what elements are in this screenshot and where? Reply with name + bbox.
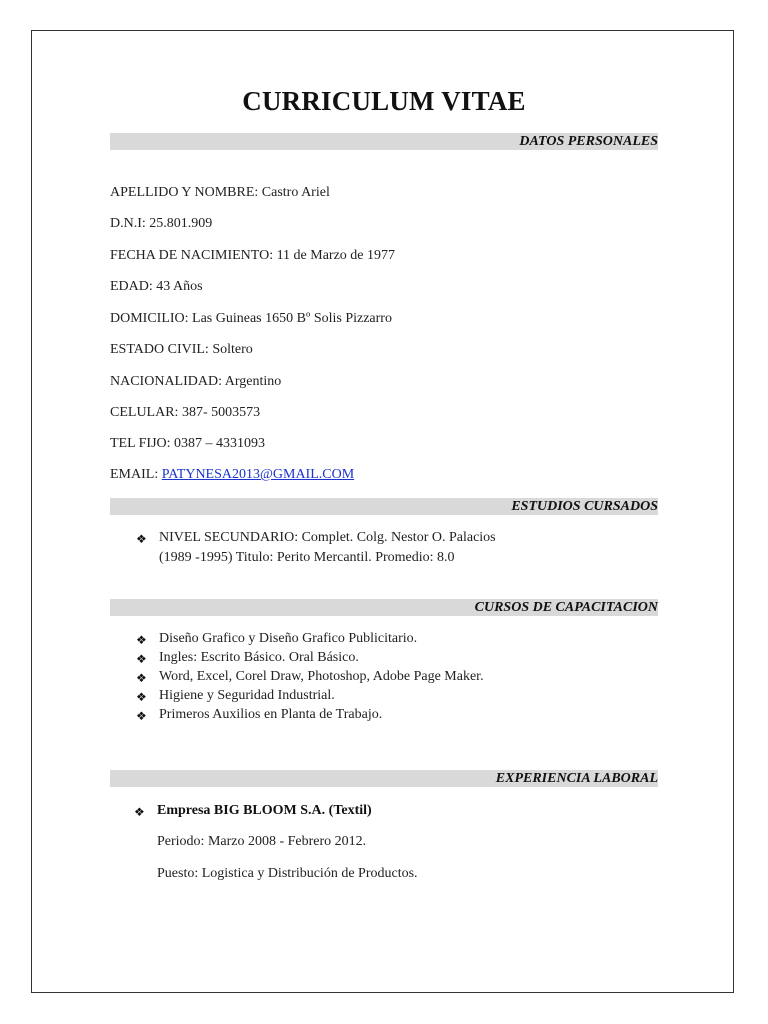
section-header-experience bbox=[110, 770, 658, 787]
field-phone: TEL FIJO: 0387 – 4331093 bbox=[110, 436, 266, 451]
diamond-bullet-icon: ❖ bbox=[136, 709, 147, 723]
experience-company: Empresa BIG BLOOM S.A. (Textil) bbox=[157, 803, 372, 818]
diamond-bullet-icon: ❖ bbox=[136, 671, 147, 685]
course-item: Primeros Auxilios en Planta de Trabajo. bbox=[159, 707, 383, 722]
section-header-studies bbox=[110, 498, 658, 515]
field-name: APELLIDO Y NOMBRE: Castro Ariel bbox=[110, 185, 330, 200]
section-header-courses bbox=[110, 599, 658, 616]
studies-line-1: NIVEL SECUNDARIO: Complet. Colg. Nestor O. Palacios bbox=[159, 530, 496, 545]
document-title: CURRICULUM VITAE bbox=[242, 86, 526, 116]
course-item: Diseño Grafico y Diseño Grafico Publicitario. bbox=[159, 631, 418, 646]
section-title-experience: EXPERIENCIA LABORAL bbox=[495, 771, 658, 786]
field-civil-status: ESTADO CIVIL: Soltero bbox=[110, 342, 253, 357]
section-title-studies: ESTUDIOS CURSADOS bbox=[511, 499, 658, 514]
field-dni: D.N.I: 25.801.909 bbox=[110, 216, 213, 231]
experience-period: Periodo: Marzo 2008 - Febrero 2012. bbox=[157, 834, 367, 849]
email-link[interactable]: PATYNESA2013@GMAIL.COM bbox=[161, 467, 355, 482]
course-item: Word, Excel, Corel Draw, Photoshop, Adobe Page Maker. bbox=[159, 669, 484, 684]
field-birthdate: FECHA DE NACIMIENTO: 11 de Marzo de 1977 bbox=[110, 248, 396, 263]
field-email bbox=[110, 467, 354, 483]
diamond-bullet-icon: ❖ bbox=[136, 633, 147, 647]
diamond-bullet-icon: ❖ bbox=[136, 690, 147, 704]
email-label: EMAIL: bbox=[110, 467, 162, 482]
studies-line-2: (1989 -1995) Titulo: Perito Mercantil. Promedio: 8.0 bbox=[159, 550, 455, 565]
section-header-personal bbox=[110, 133, 658, 150]
diamond-bullet-icon: ❖ bbox=[134, 805, 145, 819]
field-age: EDAD: 43 Años bbox=[110, 279, 203, 294]
section-title-personal: DATOS PERSONALES bbox=[519, 134, 658, 149]
diamond-bullet-icon: ❖ bbox=[136, 532, 147, 546]
course-item: Ingles: Escrito Básico. Oral Básico. bbox=[159, 650, 359, 665]
diamond-bullet-icon: ❖ bbox=[136, 652, 147, 666]
field-address: DOMICILIO: Las Guineas 1650 Bº Solis Pizzarro bbox=[110, 311, 392, 326]
field-mobile: CELULAR: 387- 5003573 bbox=[110, 405, 261, 420]
field-nationality: NACIONALIDAD: Argentino bbox=[110, 374, 282, 389]
course-item: Higiene y Seguridad Industrial. bbox=[159, 688, 335, 703]
section-title-courses: CURSOS DE CAPACITACION bbox=[474, 600, 658, 615]
experience-position: Puesto: Logistica y Distribución de Productos. bbox=[157, 866, 418, 881]
